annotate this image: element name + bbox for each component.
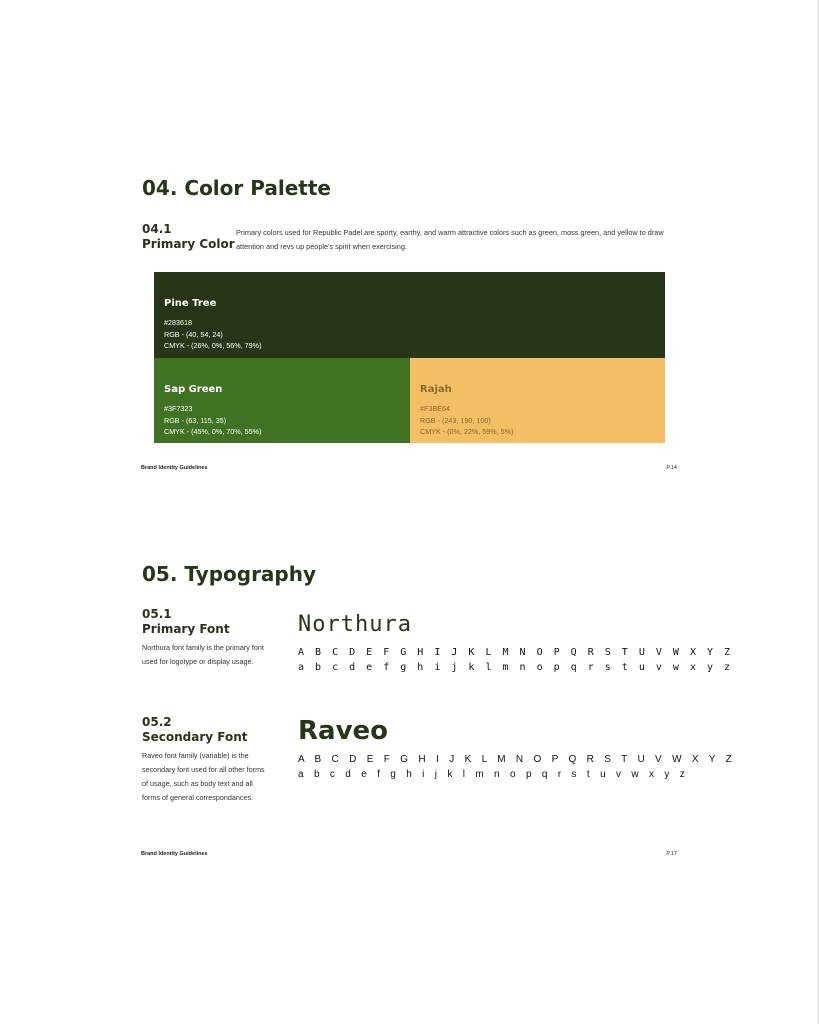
color-swatch-pine-tree xyxy=(154,272,665,358)
color-swatch-sap-green xyxy=(154,358,410,443)
section-title-color-palette: 04. Color Palette xyxy=(142,176,331,200)
primary-font-number: 05.1 xyxy=(142,607,172,621)
color-name: Sap Green xyxy=(164,384,223,395)
subsection-number: 04.1 xyxy=(142,222,172,236)
primary-font-description: Northura font family is the primary font used for logotype or display usage. xyxy=(142,643,264,666)
color-name: Rajah xyxy=(420,384,452,395)
secondary-font-uppercase: A B C D E F G H I J K L M N O P Q R S T U V W X Y Z xyxy=(298,754,736,765)
primary-font-name: Northura xyxy=(298,612,412,637)
secondary-font-name: Raveo xyxy=(298,716,389,746)
color-hex: #3F7323 xyxy=(164,404,193,413)
footer-page-number: P.14 xyxy=(666,465,677,471)
section-title-typography: 05. Typography xyxy=(142,562,317,586)
primary-font-uppercase: A B C D E F G H I J K L M N O P Q R S T U V W X Y Z xyxy=(298,647,733,658)
color-rgb: RGB - (40, 54, 24) xyxy=(164,329,223,339)
primary-font-lowercase: a b c d e f g h i j k l m n o p q r s t u v w x y z xyxy=(298,662,733,673)
secondary-font-lowercase: a b c d e f g h i j k l m n o p q r s t u v w x y z xyxy=(298,769,689,780)
secondary-font-description: Raveo font family (variable) is the secondary font used for all other forms of usage, such as body text and all forms of general correspondances. xyxy=(142,751,265,802)
subsection-title: Primary Color xyxy=(142,237,235,251)
color-rgb: RGB - (63, 115, 35) xyxy=(164,415,227,425)
secondary-font-number: 05.2 xyxy=(142,715,172,729)
color-cmyk: CMYK - (45%, 0%, 70%, 55%) xyxy=(164,427,262,436)
primary-font-title: Primary Font xyxy=(142,622,230,636)
footer-brand-guidelines: Brand Identity Guidelines xyxy=(141,465,208,471)
secondary-font-title: Secondary Font xyxy=(142,730,248,744)
footer-brand-guidelines: Brand Identity Guidelines xyxy=(141,851,208,857)
color-swatch-rajah xyxy=(410,358,665,443)
color-cmyk: CMYK - (26%, 0%, 56%, 79%) xyxy=(164,341,262,350)
color-hex: #F3BE64 xyxy=(420,404,450,413)
color-description: Primary colors used for Republic Padel are sporty, earthy, and warm attractive colors such as green, moss green, and yellow to draw attention and revs up people's spirit when exercising. xyxy=(236,228,664,251)
color-rgb: RGB - (243, 190, 100) xyxy=(420,415,491,425)
footer-page-number: P.17 xyxy=(666,851,677,857)
color-cmyk: CMYK - (0%, 22%, 59%, 5%) xyxy=(420,427,514,436)
color-name: Pine Tree xyxy=(164,298,217,309)
color-hex: #283618 xyxy=(164,318,192,327)
